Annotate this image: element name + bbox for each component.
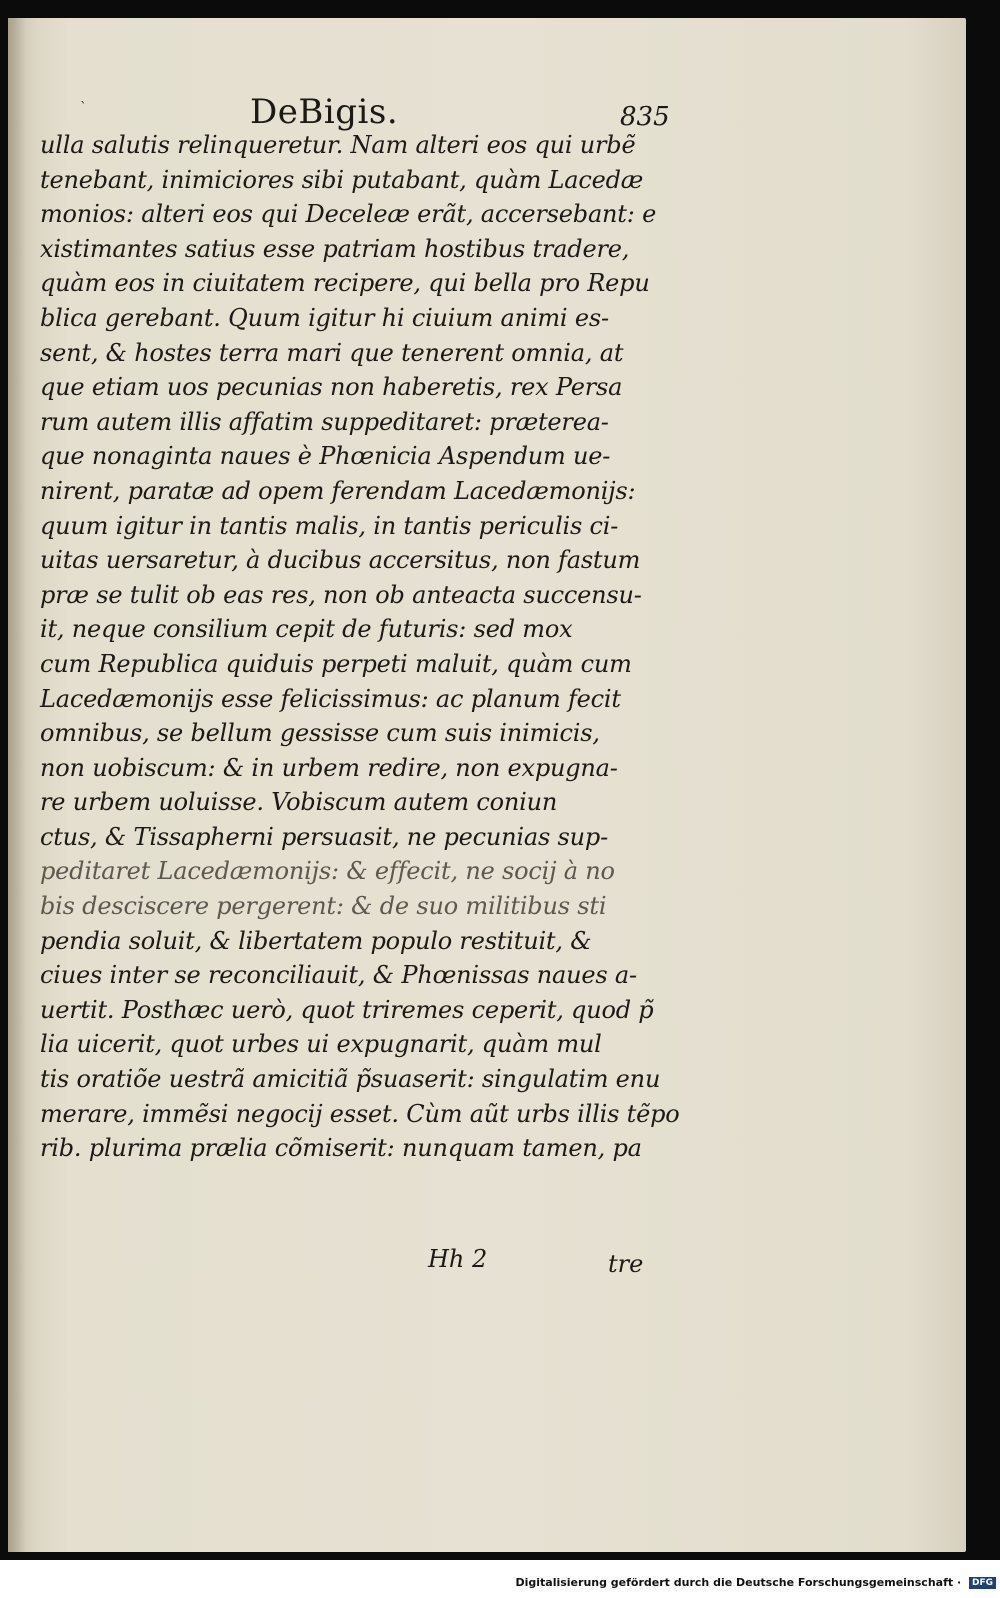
text-line: tenebant, inimiciores sibi putabant, quàm Lacedæ (40, 165, 644, 194)
text-line: ciues inter se reconciliauit, & Phœnissas naues a- (40, 961, 637, 990)
text-line: præ se tulit ob eas res, non ob anteacta succensu- (40, 580, 642, 609)
text-line: tis oratiõe uestrã amicitiã p̃suaserit: singulatim enu (40, 1065, 661, 1094)
text-line: pendia soluit, & libertatem populo restituit, & (40, 926, 592, 955)
catchword: tre (608, 1250, 644, 1278)
credit-text: Digitalisierung gefördert durch die Deutsche Forschungsgemeinschaft · (515, 1576, 962, 1589)
page-gutter-shadow (8, 18, 26, 1552)
text-line: lia uicerit, quot urbes ui expugnarit, quàm mul (40, 1030, 602, 1059)
text-line: quum igitur in tantis malis, in tantis periculis ci- (40, 511, 619, 540)
text-line: uitas uersaretur, à ducibus accersitus, non fastum (40, 546, 641, 575)
text-line: non uobiscum: & in urbem redire, non expugna- (40, 753, 618, 782)
text-line: peditaret Lacedæmonijs: & effecit, ne socij à no (40, 857, 615, 886)
text-line: bis desciscere pergerent: & de suo militibus sti (40, 892, 607, 921)
margin-mark: ˋ (80, 100, 87, 116)
text-line: nirent, paratæ ad opem ferendam Lacedæmonijs: (40, 476, 636, 505)
text-line: ulla salutis relinqueretur. Nam alteri eos qui urbẽ (40, 131, 636, 159)
text-line: monios: alteri eos qui Deceleæ erãt, accersebant: e (40, 200, 657, 229)
running-head: DeBigis. (250, 92, 399, 132)
text-line: sent, & hostes terra mari que tenerent omnia, at (40, 338, 624, 367)
text-line: que nonaginta naues è Phœnicia Aspendum ue- (40, 442, 611, 471)
signature-mark: Hh 2 (428, 1245, 488, 1273)
text-line: ctus, & Tissapherni persuasit, ne pecunias sup- (40, 822, 608, 851)
text-line: cum Republica quiduis perpeti maluit, quàm cum (40, 649, 632, 678)
text-line: rib. plurima prælia cõmiserit: nunquam tamen, pa (40, 1134, 642, 1163)
text-line: xistimantes satius esse patriam hostibus tradere, (40, 234, 630, 263)
text-line: uertit. Posthæc uerò, quot triremes ceperit, quod p̃ (40, 995, 654, 1024)
text-line: rum autem illis affatim suppeditaret: præterea- (40, 407, 609, 436)
page-number: 835 (620, 102, 670, 132)
text-line: blica gerebant. Quum igitur hi ciuium animi es- (40, 303, 609, 332)
text-line: quàm eos in ciuitatem recipere, qui bella pro Repu (40, 269, 650, 298)
digitization-credit (515, 1576, 996, 1589)
text-line: omnibus, se bellum gessisse cum suis inimicis, (40, 719, 600, 748)
dfg-logo: DFG (969, 1577, 996, 1589)
body-text (40, 128, 680, 1166)
text-line: merare, immẽsi negocij esset. Cùm aũt urbs illis tẽpo (40, 1099, 680, 1128)
text-line: Lacedæmonijs esse felicissimus: ac planum fecit (40, 684, 621, 713)
text-line: it, neque consilium cepit de futuris: sed mox (40, 615, 573, 644)
text-line: que etiam uos pecunias non haberetis, rex Persa (40, 373, 623, 402)
text-line: re urbem uoluisse. Vobiscum autem coniun (40, 788, 558, 817)
